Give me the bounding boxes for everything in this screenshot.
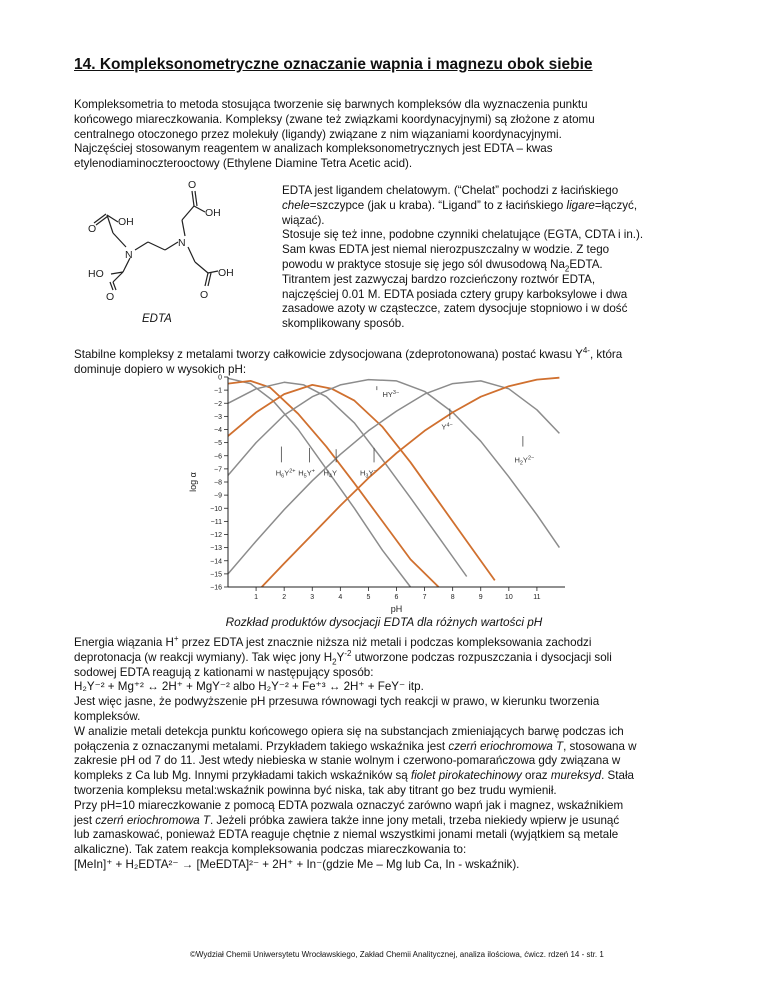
edta-atom-o-bottom-left: O xyxy=(106,291,115,303)
body-line-14: lub zamaskować, ponieważ EDTA reaguje chętnie z niemal wszystkimi jonami metali (wyjątkiem są metale xyxy=(74,828,619,842)
edta-description xyxy=(282,184,696,332)
species-label-h3y-: $H_3Y^-$ xyxy=(359,468,377,480)
stab-line-1: Stabilne kompleksy z metalami tworzy całkowicie zdysocjowana (zdeprotonowana) postać kwasu $Y^{4-}$, która xyxy=(74,346,623,361)
body-line-8: połączenia z oznaczanymi metalami. Przykładem takiego wskaźnika jest czerń eriochromowa T, stosowana w xyxy=(74,739,637,753)
chart-caption: Rozkład produktów dysocjacji EDTA dla różnych wartości pH xyxy=(225,615,543,629)
y-tick-label: −12 xyxy=(210,532,222,539)
intro-line-5: etylenodiaminoczterooctowy (Ethylene Diamine Tetra Acetic acid). xyxy=(74,157,413,171)
species-label-h6y2+: $H_6Y^{2+}$ xyxy=(275,468,296,480)
body-line-11: tworzenia kompleksu metal:wskaźnik powinna być niska, tak aby titrant go bez trudu wymienił. xyxy=(74,783,557,797)
equation-2: [MeIn]⁺ + H₂EDTA²⁻ → [MeEDTA]²⁻ + 2H⁺ + In⁻(gdzie Me – Mg lub Ca, In - wskaźnik). xyxy=(74,857,520,871)
y-tick-label: −3 xyxy=(214,413,222,421)
species-label-hy3-: $HY^{3-}$ xyxy=(382,389,400,399)
edta-atom-n-right: N xyxy=(178,237,186,249)
edta-atom-o-top-left: O xyxy=(88,223,97,235)
species-label-h2y2-: $H_2Y^{2-}$ xyxy=(514,455,535,467)
x-tick-label: 4 xyxy=(338,594,343,601)
right-line-4: Stosuje się też inne, podobne czynniki chelatujące (EGTA, CDTA i in.). xyxy=(282,228,644,242)
x-tick-label: 10 xyxy=(504,594,513,601)
body-line-7: W analizie metali detekcja punktu końcowego opiera się na substancjach zmieniających barwę podczas ich xyxy=(74,724,624,738)
y-tick-label: −8 xyxy=(214,479,222,487)
right-line-5: Sam kwas EDTA jest niemal nierozpuszczalny w wodzie. Z tego xyxy=(282,243,610,257)
y-tick-label: −16 xyxy=(210,584,222,592)
x-tick-label: 8 xyxy=(450,594,455,601)
x-tick-label: 5 xyxy=(366,594,371,601)
y-tick-label: −9 xyxy=(214,492,222,500)
body-line-3: sodowej EDTA reagują z kationami w następujący sposób: xyxy=(74,665,374,679)
word-chele: chele xyxy=(282,198,310,212)
intro-line-1: Kompleksometria to metoda stosująca tworzenie się barwnych kompleksów dla wyznaczenia punktu xyxy=(74,98,588,111)
edta-atom-oh-bottom-right: OH xyxy=(218,267,234,279)
x-tick-label: 3 xyxy=(310,594,315,601)
x-axis-label: pH xyxy=(390,604,403,614)
series-line-h5y+ xyxy=(228,381,439,587)
right-line-10: skomplikowany sposób. xyxy=(282,317,405,331)
y-tick-label: −10 xyxy=(210,505,222,513)
right-line-8: najczęściej 0.01 M. EDTA posiada cztery grupy karboksylowe i dwa xyxy=(282,287,628,301)
species-label-h4y: $H_4Y$ xyxy=(323,468,337,480)
x-tick-label: 7 xyxy=(422,594,427,601)
y-tick-label: −6 xyxy=(214,453,222,461)
intro-line-4: Najczęściej stosowanym reagentem w analizach kompleksonometrycznych jest EDTA – kwas xyxy=(74,142,553,156)
series-line-h4y xyxy=(228,382,467,576)
edta-speciation-chart xyxy=(180,368,580,614)
edta-atom-o-top-right: O xyxy=(188,179,197,191)
body-line-5: Jest więc jasne, że podwyższenie pH przesuwa równowagi tych reakcji w prawo, w kierunku tworzenia xyxy=(74,695,600,709)
body-line-9: zakresie pH od 7 do 11. Jest wtedy niebieska w stanie wolnym i czerwono-pomarańczowa gdy związana w xyxy=(74,754,621,768)
word-ligare: ligare xyxy=(566,198,595,212)
edta-atom-n-left: N xyxy=(125,249,133,261)
equation-1: H₂Y⁻² + Mg⁺² ↔ 2H⁺ + MgY⁻² albo H₂Y⁻² + Fe⁺³ ↔ 2H⁺ + FeY⁻ itp. xyxy=(74,680,424,694)
intro-line-3: centralnego otoczonego przez molekuły (ligandy) związane z nim wiązaniami koordynacyjnymi. xyxy=(74,127,562,141)
species-label-h5y+: $H_5Y^+$ xyxy=(298,468,315,480)
edta-label: EDTA xyxy=(142,313,172,325)
edta-atom-ho-left: HO xyxy=(88,268,104,280)
edta-atom-oh-top-left: OH xyxy=(118,216,134,228)
series-line-h6y2+ xyxy=(228,378,411,587)
body-line-13: jest czerń eriochromowa T. Jeżeli próbka zawiera także inne jony metali, trzeba niekiedy wpierw je usunąć xyxy=(74,813,620,827)
body-line-1: Energia wiązania H+ przez EDTA jest znacznie niższa niż metali i podczas kompleksowania zachodzi xyxy=(74,634,592,649)
right-line-7: Titrantem jest zazwyczaj bardzo rozcieńczony roztwór EDTA, xyxy=(282,272,596,286)
right-line-9: zasadowe azoty w cząsteczce, zatem dysocjuje stopniowo i w dość xyxy=(282,302,628,316)
main-body xyxy=(74,636,700,873)
right-line-2: chele=szczypce (jak u kraba). “Ligand” to z łacińskiego ligare=łączyć, xyxy=(282,198,638,212)
x-tick-label: 1 xyxy=(254,594,259,601)
right-line-1: EDTA jest ligandem chelatowym. (“Chelat” pochodzi z łacińskiego xyxy=(282,184,619,197)
y-tick-label: −5 xyxy=(214,440,222,448)
y-tick-label: −13 xyxy=(210,545,222,553)
edta-atom-o-bottom-right: O xyxy=(200,289,209,301)
y-tick-label: −1 xyxy=(214,387,222,395)
edta-atom-oh-top-right: OH xyxy=(205,207,221,219)
page-title: 14. Kompleksonometryczne oznaczanie wapnia i magnezu obok siebie xyxy=(74,56,593,73)
edta-structure xyxy=(90,176,250,306)
right-line-6: powodu w praktyce stosuje się jego sól dwusodową $Na_2EDTA$. xyxy=(282,257,603,274)
species-label-y4-: $Y^{4-}$ xyxy=(441,422,453,432)
x-tick-label: 2 xyxy=(282,594,287,601)
body-line-12: Przy pH=10 miareczkowanie z pomocą EDTA pozwala oznaczyć zarówno wapń jak i magnez, wskaźnikiem xyxy=(74,798,624,812)
series-line-h2y2- xyxy=(228,380,559,548)
stab-line-2: dominuje dopiero w wysokich pH: xyxy=(74,362,247,376)
y-tick-label: −14 xyxy=(210,558,222,566)
footer: ©Wydział Chemii Uniwersytetu Wrocławskiego, Zakład Chemii Analitycznej, analiza ilościowa, ćwicz. rdzeń 14 - str. 1 xyxy=(190,950,604,959)
body-line-15: alkaliczne). Tak zatem reakcja kompleksowania podczas miareczkowania to: xyxy=(74,843,467,857)
x-tick-label: 9 xyxy=(478,594,483,601)
body-line-6: kompleksów. xyxy=(74,709,141,723)
y-tick-label: −2 xyxy=(214,400,222,408)
y-tick-label: 0 xyxy=(218,374,222,382)
y-tick-label: −4 xyxy=(214,427,222,434)
x-tick-label: 11 xyxy=(533,594,541,601)
intro-line-2: końcowego miareczkowania. Kompleksy (zwane też związkami koordynacyjnymi) są złożone z atomu xyxy=(74,112,595,126)
body-line-10: kompleks z Ca lub Mg. Innymi przykładami takich wskaźników są fiolet pirokatechinowy oraz mureksyd. Stała xyxy=(74,769,634,783)
x-tick-label: 6 xyxy=(394,594,399,601)
y-axis-label: log α xyxy=(188,472,198,492)
y-tick-label: −11 xyxy=(210,518,222,526)
y-tick-label: −15 xyxy=(210,571,222,579)
right-line-3: wiązać). xyxy=(282,213,325,227)
body-line-2: deprotonacja (w reakcji wymiany). Tak więc jony $H_2Y^{-2}$ utworzone podczas rozpuszczania i dysocjacji soli xyxy=(74,648,612,667)
series-line-y4- xyxy=(262,378,560,587)
intro-paragraph xyxy=(74,98,696,172)
y-tick-label: −7 xyxy=(214,466,222,474)
